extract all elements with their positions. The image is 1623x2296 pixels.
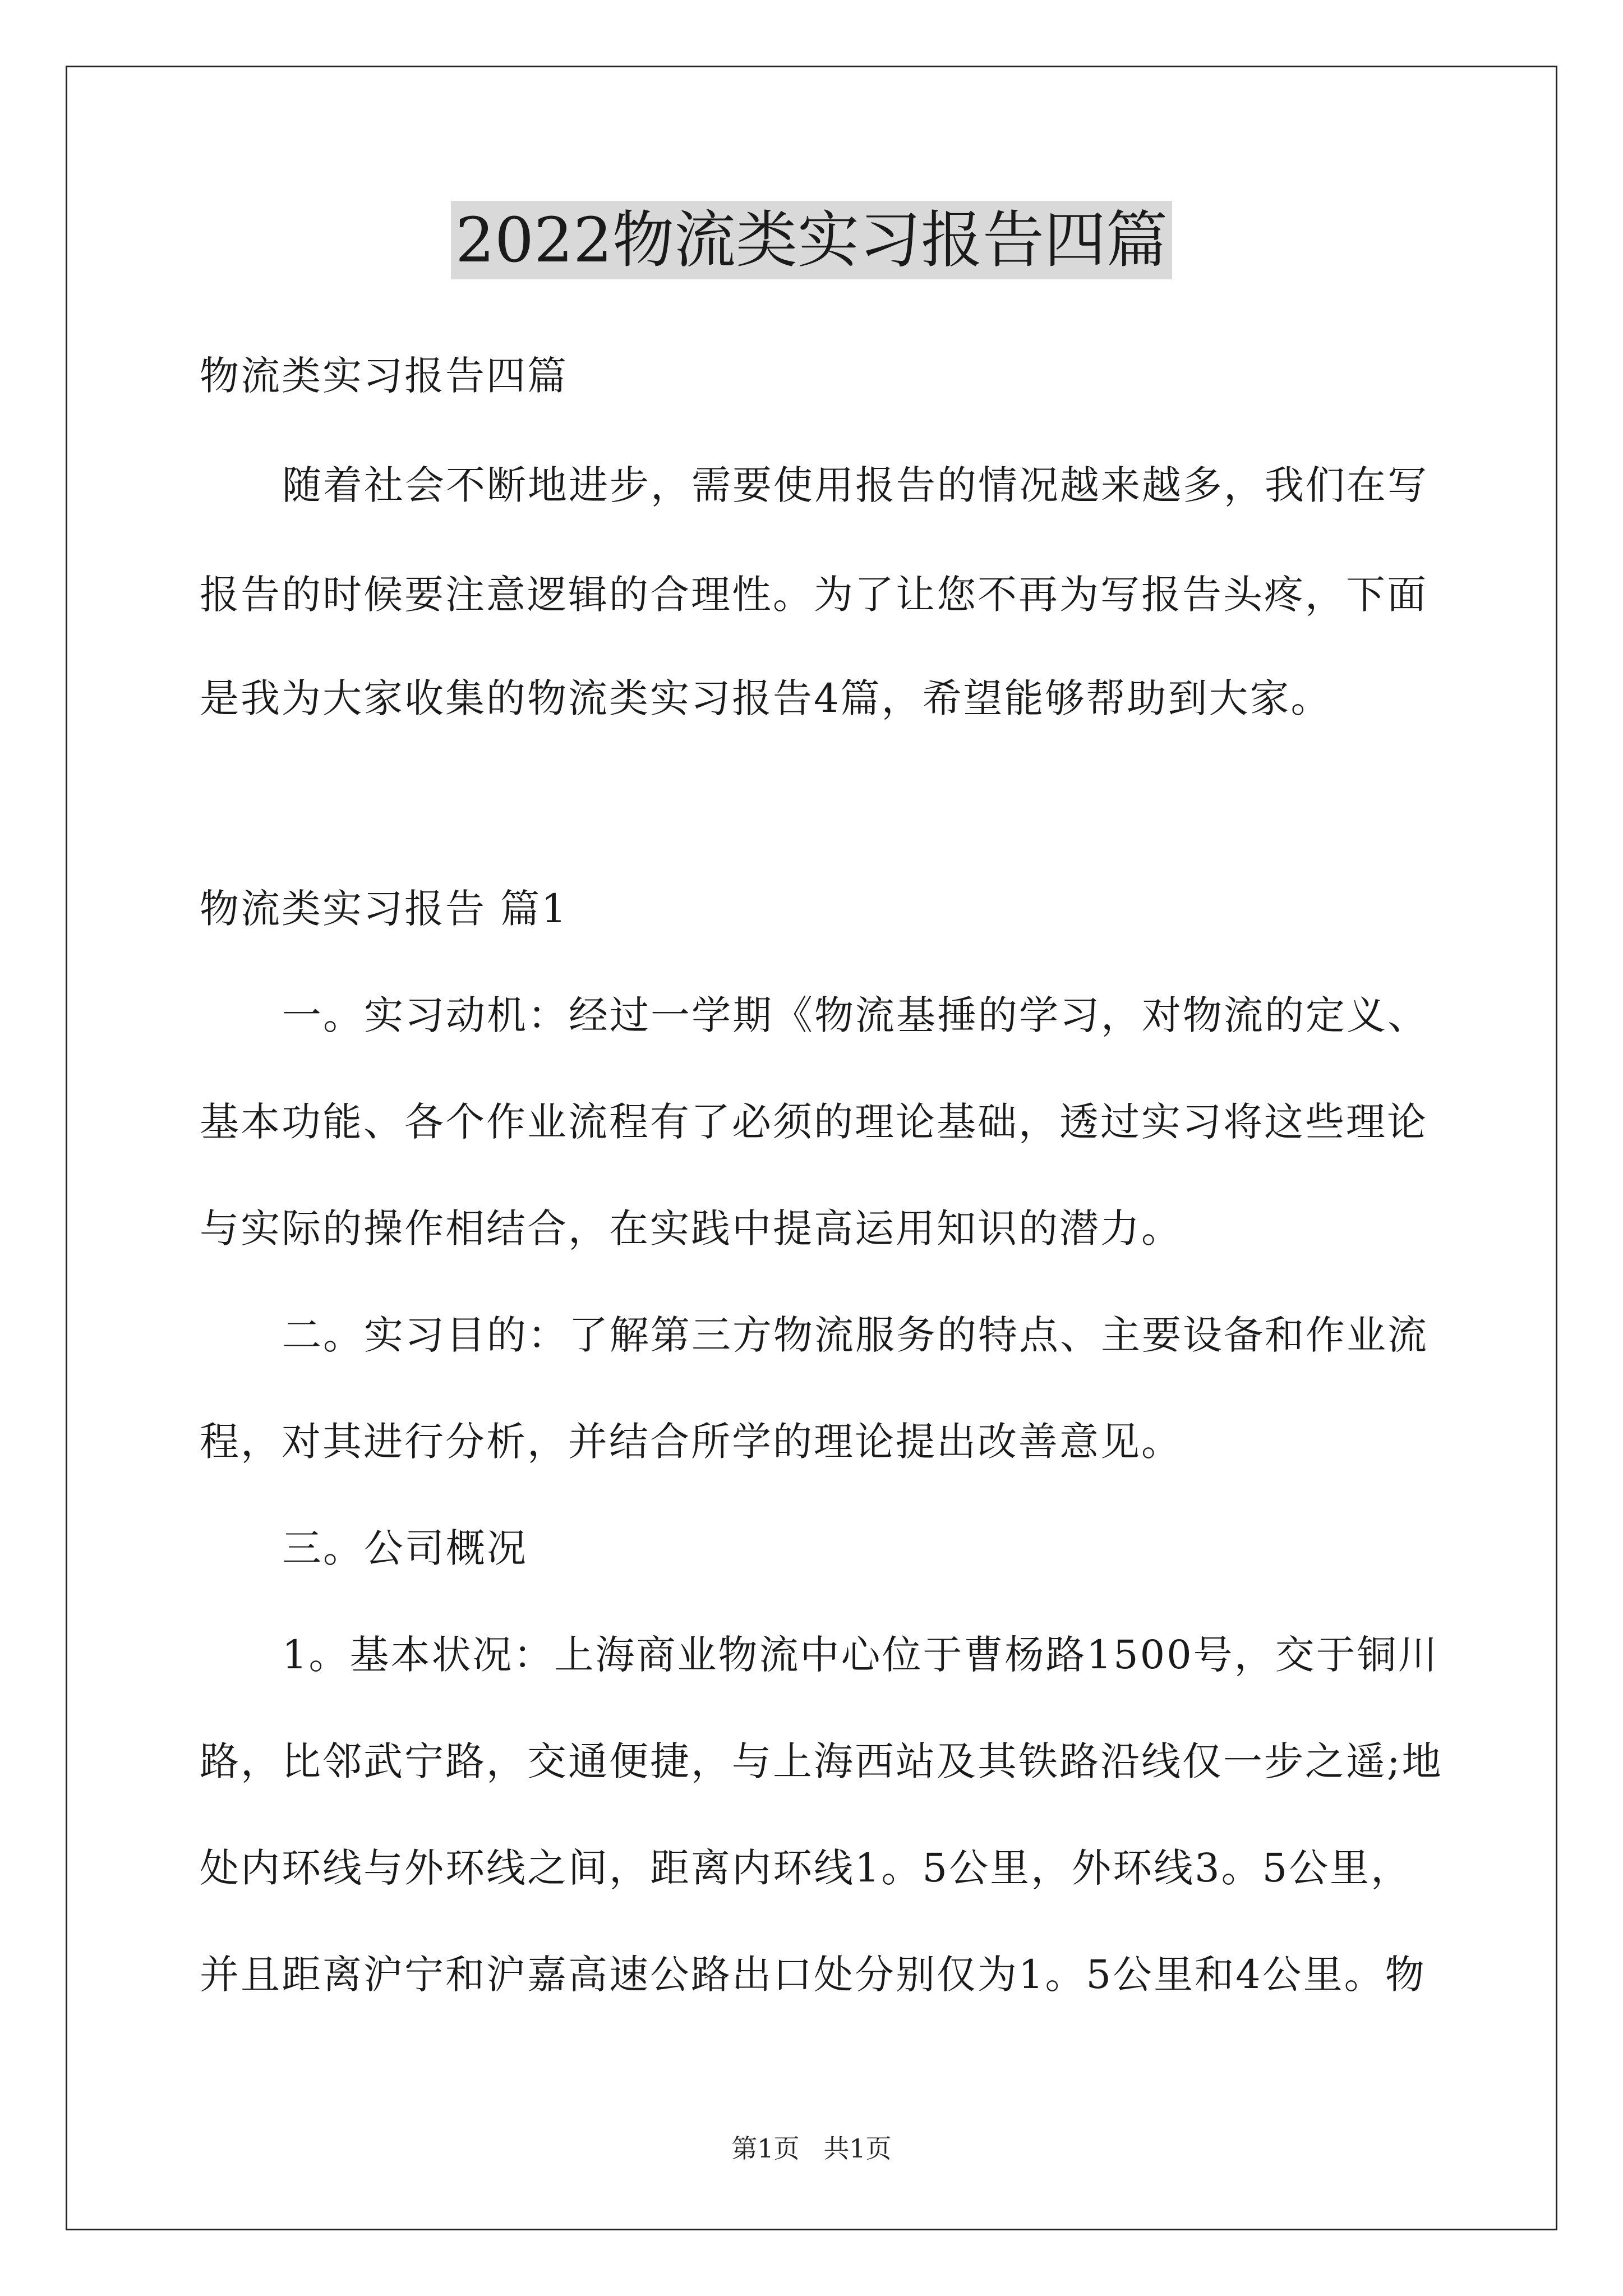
page-footer: [0, 2132, 1623, 2165]
paragraph-line: 并且距离沪宁和沪嘉高速公路出口处分别仅为1。5公里和4公里。物: [200, 1952, 1426, 1998]
document-title: [0, 201, 1623, 279]
paragraph-line: 报告的时候要注意逻辑的合理性。为了让您不再为写报告头疼，下面: [200, 572, 1428, 618]
paragraph-line: 1。基本状况：上海商业物流中心位于曹杨路1500号，交于铜川: [282, 1632, 1439, 1678]
paragraph-line: 是我为大家收集的物流类实习报告4篇，希望能够帮助到大家。: [200, 675, 1332, 721]
paragraph-line: 随着社会不断地进步，需要使用报告的情况越来越多，我们在写: [282, 462, 1428, 508]
section-heading: 物流类实习报告 篇1: [200, 886, 568, 932]
paragraph-line: 三。公司概况: [282, 1525, 528, 1571]
paragraph-line: 路，比邻武宁路，交通便捷，与上海西站及其铁路沿线仅一步之遥;地: [200, 1738, 1443, 1784]
paragraph-line: 处内环线与外环线之间，距离内环线1。5公里，外环线3。5公里，: [200, 1845, 1412, 1891]
paragraph-line: 二。实习目的：了解第三方物流服务的特点、主要设备和作业流: [282, 1312, 1428, 1358]
paragraph-line: 基本功能、各个作业流程有了必须的理论基础，透过实习将这些理论: [200, 1099, 1428, 1145]
page-number-current: 第1页: [731, 2133, 800, 2164]
paragraph-line: 一。实习动机：经过一学期《物流基捶的学习，对物流的定义、: [282, 992, 1428, 1038]
subtitle-line: 物流类实习报告四篇: [200, 353, 568, 399]
paragraph-line: 程，对其进行分析，并结合所学的理论提出改善意见。: [200, 1419, 1182, 1465]
document-title-text: 2022物流类实习报告四篇: [451, 201, 1172, 279]
paragraph-line: 与实际的操作相结合，在实践中提高运用知识的潜力。: [200, 1205, 1182, 1251]
page-number-total: 共1页: [823, 2133, 892, 2164]
